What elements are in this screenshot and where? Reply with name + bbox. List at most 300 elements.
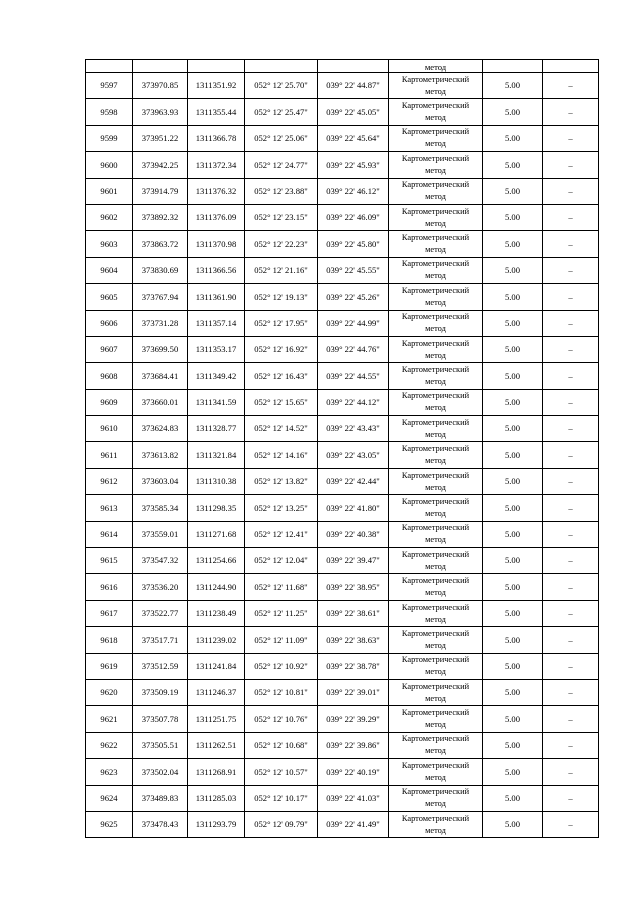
x-coordinate-cell: 373767.94 — [133, 284, 188, 310]
longitude-cell: 039° 22' 45.05" — [318, 99, 389, 125]
note-cell: – — [543, 73, 599, 99]
note-cell: – — [543, 600, 599, 626]
top-cell — [483, 60, 543, 73]
accuracy-cell: 5.00 — [483, 231, 543, 257]
method-label-line1: Картометрический — [401, 285, 470, 295]
accuracy-cell: 5.00 — [483, 679, 543, 705]
point-number-cell: 9606 — [86, 310, 133, 336]
accuracy-cell: 5.00 — [483, 442, 543, 468]
x-coordinate-cell: 373507.78 — [133, 706, 188, 732]
table-row — [86, 363, 599, 389]
method-label-line2: метод — [425, 693, 446, 703]
point-number-cell: 9620 — [86, 679, 133, 705]
longitude-cell: 039° 22' 38.63" — [318, 627, 389, 653]
method-label-line1: Картометрический — [401, 259, 470, 269]
longitude-cell: 039° 22' 44.99" — [318, 310, 389, 336]
accuracy-cell: 5.00 — [483, 257, 543, 283]
y-coordinate-cell: 1311241.84 — [188, 653, 245, 679]
method-label-line2: метод — [425, 218, 446, 228]
method-cell — [389, 574, 483, 600]
latitude-cell: 052° 12' 13.25" — [245, 495, 318, 521]
longitude-cell: 039° 22' 45.80" — [318, 231, 389, 257]
method-label-line1: Картометрический — [401, 101, 470, 111]
method-cell — [389, 204, 483, 230]
longitude-cell: 039° 22' 38.95" — [318, 574, 389, 600]
method-label-line1: Картометрический — [401, 417, 470, 427]
accuracy-cell: 5.00 — [483, 178, 543, 204]
note-cell: – — [543, 706, 599, 732]
point-number-cell: 9602 — [86, 204, 133, 230]
longitude-cell: 039° 22' 43.05" — [318, 442, 389, 468]
method-label-line2: метод — [425, 245, 446, 255]
note-cell: – — [543, 231, 599, 257]
table-row — [86, 548, 599, 574]
longitude-cell: 039° 22' 40.38" — [318, 521, 389, 547]
method-label-line1: Картометрический — [401, 760, 470, 770]
note-cell: – — [543, 125, 599, 151]
method-label-line2: метод — [425, 588, 446, 598]
method-label-line2: метод — [425, 720, 446, 730]
note-cell: – — [543, 653, 599, 679]
point-number-cell: 9624 — [86, 785, 133, 811]
y-coordinate-cell: 1311355.44 — [188, 99, 245, 125]
method-label-line1: Картометрический — [401, 602, 470, 612]
method-label-line2: метод — [425, 667, 446, 677]
note-cell: – — [543, 152, 599, 178]
y-coordinate-cell: 1311366.78 — [188, 125, 245, 151]
method-cell — [389, 99, 483, 125]
y-coordinate-cell: 1311328.77 — [188, 416, 245, 442]
note-cell: – — [543, 336, 599, 362]
point-number-cell: 9622 — [86, 732, 133, 758]
table-row — [86, 706, 599, 732]
point-number-cell: 9625 — [86, 811, 133, 837]
table-row — [86, 759, 599, 785]
point-number-cell: 9609 — [86, 389, 133, 415]
point-number-cell: 9601 — [86, 178, 133, 204]
latitude-cell: 052° 12' 10.92" — [245, 653, 318, 679]
note-cell: – — [543, 574, 599, 600]
x-coordinate-cell: 373505.51 — [133, 732, 188, 758]
x-coordinate-cell: 373699.50 — [133, 336, 188, 362]
method-label-line1: Картометрический — [401, 523, 470, 533]
x-coordinate-cell: 373970.85 — [133, 73, 188, 99]
method-label-line1: Картометрический — [401, 787, 470, 797]
note-cell: – — [543, 178, 599, 204]
note-cell: – — [543, 627, 599, 653]
method-cell — [389, 785, 483, 811]
x-coordinate-cell: 373963.93 — [133, 99, 188, 125]
y-coordinate-cell: 1311246.37 — [188, 679, 245, 705]
y-coordinate-cell: 1311254.66 — [188, 548, 245, 574]
method-cell — [389, 363, 483, 389]
longitude-cell: 039° 22' 41.03" — [318, 785, 389, 811]
table-row — [86, 495, 599, 521]
method-label-line2: метод — [425, 746, 446, 756]
point-number-cell: 9613 — [86, 495, 133, 521]
top-method-cell: метод — [389, 60, 483, 73]
y-coordinate-cell: 1311268.91 — [188, 759, 245, 785]
note-cell: – — [543, 785, 599, 811]
top-cell — [318, 60, 389, 73]
accuracy-cell: 5.00 — [483, 574, 543, 600]
latitude-cell: 052° 12' 11.68" — [245, 574, 318, 600]
latitude-cell: 052° 12' 13.82" — [245, 468, 318, 494]
latitude-cell: 052° 12' 25.70" — [245, 73, 318, 99]
accuracy-cell: 5.00 — [483, 99, 543, 125]
method-label-line1: Картометрический — [401, 391, 470, 401]
method-label-line2: метод — [425, 192, 446, 202]
note-cell: – — [543, 204, 599, 230]
method-cell — [389, 310, 483, 336]
method-label-line1: Картометрический — [401, 496, 470, 506]
top-cell — [543, 60, 599, 73]
method-label-line2: метод — [425, 561, 446, 571]
x-coordinate-cell: 373603.04 — [133, 468, 188, 494]
top-cell — [188, 60, 245, 73]
point-number-cell: 9614 — [86, 521, 133, 547]
method-label-line2: метод — [425, 640, 446, 650]
method-label-line1: Картометрический — [401, 312, 470, 322]
y-coordinate-cell: 1311238.49 — [188, 600, 245, 626]
coordinates-table — [85, 59, 599, 838]
x-coordinate-cell: 373951.22 — [133, 125, 188, 151]
method-cell — [389, 548, 483, 574]
y-coordinate-cell: 1311357.14 — [188, 310, 245, 336]
method-label-line2: метод — [425, 614, 446, 624]
note-cell: – — [543, 811, 599, 837]
note-cell: – — [543, 548, 599, 574]
method-label-line2: метод — [425, 86, 446, 96]
longitude-cell: 039° 22' 45.55" — [318, 257, 389, 283]
note-cell: – — [543, 759, 599, 785]
method-label-line2: метод — [425, 482, 446, 492]
note-cell: – — [543, 99, 599, 125]
point-number-cell: 9603 — [86, 231, 133, 257]
table-row — [86, 99, 599, 125]
table-row — [86, 73, 599, 99]
y-coordinate-cell: 1311244.90 — [188, 574, 245, 600]
method-label-line2: метод — [425, 429, 446, 439]
latitude-cell: 052° 12' 24.77" — [245, 152, 318, 178]
latitude-cell: 052° 12' 14.52" — [245, 416, 318, 442]
accuracy-cell: 5.00 — [483, 125, 543, 151]
method-cell — [389, 653, 483, 679]
latitude-cell: 052° 12' 17.95" — [245, 310, 318, 336]
x-coordinate-cell: 373863.72 — [133, 231, 188, 257]
y-coordinate-cell: 1311376.32 — [188, 178, 245, 204]
y-coordinate-cell: 1311351.92 — [188, 73, 245, 99]
latitude-cell: 052° 12' 12.04" — [245, 548, 318, 574]
longitude-cell: 039° 22' 43.43" — [318, 416, 389, 442]
method-label-line1: Картометрический — [401, 708, 470, 718]
note-cell: – — [543, 310, 599, 336]
method-label-line1: Картометрический — [401, 549, 470, 559]
y-coordinate-cell: 1311376.09 — [188, 204, 245, 230]
accuracy-cell: 5.00 — [483, 310, 543, 336]
table-row — [86, 627, 599, 653]
latitude-cell: 052° 12' 19.13" — [245, 284, 318, 310]
table-row — [86, 231, 599, 257]
x-coordinate-cell: 373559.01 — [133, 521, 188, 547]
y-coordinate-cell: 1311285.03 — [188, 785, 245, 811]
method-label-line2: метод — [425, 376, 446, 386]
latitude-cell: 052° 12' 21.16" — [245, 257, 318, 283]
longitude-cell: 039° 22' 38.61" — [318, 600, 389, 626]
table-row — [86, 442, 599, 468]
x-coordinate-cell: 373489.83 — [133, 785, 188, 811]
x-coordinate-cell: 373536.20 — [133, 574, 188, 600]
method-label-line1: Картометрический — [401, 576, 470, 586]
table-row — [86, 125, 599, 151]
method-cell — [389, 416, 483, 442]
method-cell — [389, 521, 483, 547]
longitude-cell: 039° 22' 39.47" — [318, 548, 389, 574]
table-row — [86, 679, 599, 705]
longitude-cell: 039° 22' 42.44" — [318, 468, 389, 494]
method-label-line1: Картометрический — [401, 655, 470, 665]
method-label-line2: метод — [425, 799, 446, 809]
method-cell — [389, 125, 483, 151]
method-cell — [389, 178, 483, 204]
point-number-cell: 9597 — [86, 73, 133, 99]
method-cell — [389, 468, 483, 494]
accuracy-cell: 5.00 — [483, 811, 543, 837]
top-cell — [133, 60, 188, 73]
x-coordinate-cell: 373478.43 — [133, 811, 188, 837]
table-row — [86, 416, 599, 442]
y-coordinate-cell: 1311361.90 — [188, 284, 245, 310]
latitude-cell: 052° 12' 16.92" — [245, 336, 318, 362]
x-coordinate-cell: 373731.28 — [133, 310, 188, 336]
accuracy-cell: 5.00 — [483, 468, 543, 494]
latitude-cell: 052° 12' 10.68" — [245, 732, 318, 758]
accuracy-cell: 5.00 — [483, 785, 543, 811]
x-coordinate-cell: 373684.41 — [133, 363, 188, 389]
latitude-cell: 052° 12' 10.76" — [245, 706, 318, 732]
note-cell: – — [543, 442, 599, 468]
point-number-cell: 9619 — [86, 653, 133, 679]
method-label-line1: Картометрический — [401, 180, 470, 190]
method-cell — [389, 152, 483, 178]
accuracy-cell: 5.00 — [483, 521, 543, 547]
method-label-line1: Картометрический — [401, 681, 470, 691]
method-cell — [389, 495, 483, 521]
point-number-cell: 9612 — [86, 468, 133, 494]
top-cell — [86, 60, 133, 73]
accuracy-cell: 5.00 — [483, 600, 543, 626]
longitude-cell: 039° 22' 45.26" — [318, 284, 389, 310]
method-cell — [389, 811, 483, 837]
point-number-cell: 9600 — [86, 152, 133, 178]
method-cell — [389, 257, 483, 283]
longitude-cell: 039° 22' 44.55" — [318, 363, 389, 389]
longitude-cell: 039° 22' 44.76" — [318, 336, 389, 362]
y-coordinate-cell: 1311321.84 — [188, 442, 245, 468]
point-number-cell: 9611 — [86, 442, 133, 468]
x-coordinate-cell: 373613.82 — [133, 442, 188, 468]
latitude-cell: 052° 12' 10.17" — [245, 785, 318, 811]
table-row — [86, 204, 599, 230]
y-coordinate-cell: 1311341.59 — [188, 389, 245, 415]
accuracy-cell: 5.00 — [483, 152, 543, 178]
x-coordinate-cell: 373512.59 — [133, 653, 188, 679]
method-label-line2: метод — [425, 508, 446, 518]
longitude-cell: 039° 22' 45.64" — [318, 125, 389, 151]
y-coordinate-cell: 1311298.35 — [188, 495, 245, 521]
x-coordinate-cell: 373660.01 — [133, 389, 188, 415]
method-label-line1: Картометрический — [401, 734, 470, 744]
point-number-cell: 9616 — [86, 574, 133, 600]
x-coordinate-cell: 373517.71 — [133, 627, 188, 653]
table-row — [86, 389, 599, 415]
note-cell: – — [543, 679, 599, 705]
y-coordinate-cell: 1311366.56 — [188, 257, 245, 283]
latitude-cell: 052° 12' 25.47" — [245, 99, 318, 125]
point-number-cell: 9617 — [86, 600, 133, 626]
latitude-cell: 052° 12' 22.23" — [245, 231, 318, 257]
latitude-cell: 052° 12' 23.15" — [245, 204, 318, 230]
x-coordinate-cell: 373502.04 — [133, 759, 188, 785]
table-row — [86, 178, 599, 204]
x-coordinate-cell: 373585.34 — [133, 495, 188, 521]
note-cell: – — [543, 389, 599, 415]
accuracy-cell: 5.00 — [483, 204, 543, 230]
longitude-cell: 039° 22' 40.19" — [318, 759, 389, 785]
method-cell — [389, 284, 483, 310]
longitude-cell: 039° 22' 46.12" — [318, 178, 389, 204]
method-label-line1: Картометрический — [401, 233, 470, 243]
point-number-cell: 9610 — [86, 416, 133, 442]
x-coordinate-cell: 373942.25 — [133, 152, 188, 178]
method-label-line2: метод — [425, 165, 446, 175]
latitude-cell: 052° 12' 25.06" — [245, 125, 318, 151]
note-cell: – — [543, 521, 599, 547]
y-coordinate-cell: 1311293.79 — [188, 811, 245, 837]
note-cell: – — [543, 468, 599, 494]
note-cell: – — [543, 284, 599, 310]
method-label-line2: метод — [425, 139, 446, 149]
method-label-line1: Картометрический — [401, 206, 470, 216]
x-coordinate-cell: 373509.19 — [133, 679, 188, 705]
method-label-line1: Картометрический — [401, 153, 470, 163]
method-label-line2: метод — [425, 271, 446, 281]
latitude-cell: 052° 12' 12.41" — [245, 521, 318, 547]
longitude-cell: 039° 22' 41.80" — [318, 495, 389, 521]
y-coordinate-cell: 1311251.75 — [188, 706, 245, 732]
point-number-cell: 9598 — [86, 99, 133, 125]
method-cell — [389, 706, 483, 732]
table-row — [86, 257, 599, 283]
latitude-cell: 052° 12' 15.65" — [245, 389, 318, 415]
accuracy-cell: 5.00 — [483, 548, 543, 574]
accuracy-cell: 5.00 — [483, 416, 543, 442]
accuracy-cell: 5.00 — [483, 73, 543, 99]
accuracy-cell: 5.00 — [483, 759, 543, 785]
table-row — [86, 284, 599, 310]
y-coordinate-cell: 1311370.98 — [188, 231, 245, 257]
point-number-cell: 9623 — [86, 759, 133, 785]
method-cell — [389, 627, 483, 653]
method-cell — [389, 389, 483, 415]
method-label-line2: метод — [425, 350, 446, 360]
x-coordinate-cell: 373547.32 — [133, 548, 188, 574]
method-cell — [389, 600, 483, 626]
method-cell — [389, 732, 483, 758]
method-cell — [389, 231, 483, 257]
method-cell — [389, 442, 483, 468]
accuracy-cell: 5.00 — [483, 495, 543, 521]
method-label-line1: Картометрический — [401, 127, 470, 137]
latitude-cell: 052° 12' 11.25" — [245, 600, 318, 626]
latitude-cell: 052° 12' 10.57" — [245, 759, 318, 785]
table-row — [86, 785, 599, 811]
method-label-line2: метод — [425, 403, 446, 413]
method-label-line1: Картометрический — [401, 813, 470, 823]
y-coordinate-cell: 1311353.17 — [188, 336, 245, 362]
x-coordinate-cell: 373914.79 — [133, 178, 188, 204]
note-cell: – — [543, 257, 599, 283]
point-number-cell: 9615 — [86, 548, 133, 574]
y-coordinate-cell: 1311239.02 — [188, 627, 245, 653]
table-row — [86, 468, 599, 494]
longitude-cell: 039° 22' 39.01" — [318, 679, 389, 705]
x-coordinate-cell: 373624.83 — [133, 416, 188, 442]
longitude-cell: 039° 22' 39.86" — [318, 732, 389, 758]
table-row — [86, 310, 599, 336]
table-top-row — [86, 60, 599, 73]
method-label-line2: метод — [425, 825, 446, 835]
longitude-cell: 039° 22' 44.12" — [318, 389, 389, 415]
table-row — [86, 521, 599, 547]
accuracy-cell: 5.00 — [483, 732, 543, 758]
method-label-line2: метод — [425, 297, 446, 307]
method-cell — [389, 759, 483, 785]
method-label-line2: метод — [425, 535, 446, 545]
latitude-cell: 052° 12' 10.81" — [245, 679, 318, 705]
longitude-cell: 039° 22' 45.93" — [318, 152, 389, 178]
note-cell: – — [543, 363, 599, 389]
accuracy-cell: 5.00 — [483, 284, 543, 310]
top-cell — [245, 60, 318, 73]
y-coordinate-cell: 1311372.34 — [188, 152, 245, 178]
method-label-line2: метод — [425, 456, 446, 466]
longitude-cell: 039° 22' 39.29" — [318, 706, 389, 732]
method-cell — [389, 336, 483, 362]
table-row — [86, 152, 599, 178]
table-row — [86, 653, 599, 679]
accuracy-cell: 5.00 — [483, 706, 543, 732]
x-coordinate-cell: 373892.32 — [133, 204, 188, 230]
latitude-cell: 052° 12' 09.79" — [245, 811, 318, 837]
method-label-line1: Картометрический — [401, 338, 470, 348]
accuracy-cell: 5.00 — [483, 627, 543, 653]
method-label-line2: метод — [425, 113, 446, 123]
note-cell: – — [543, 732, 599, 758]
point-number-cell: 9604 — [86, 257, 133, 283]
y-coordinate-cell: 1311271.68 — [188, 521, 245, 547]
longitude-cell: 039° 22' 41.49" — [318, 811, 389, 837]
method-cell — [389, 679, 483, 705]
latitude-cell: 052° 12' 23.88" — [245, 178, 318, 204]
latitude-cell: 052° 12' 14.16" — [245, 442, 318, 468]
point-number-cell: 9607 — [86, 336, 133, 362]
method-cell — [389, 73, 483, 99]
y-coordinate-cell: 1311349.42 — [188, 363, 245, 389]
point-number-cell: 9599 — [86, 125, 133, 151]
method-label-line2: метод — [425, 772, 446, 782]
point-number-cell: 9608 — [86, 363, 133, 389]
